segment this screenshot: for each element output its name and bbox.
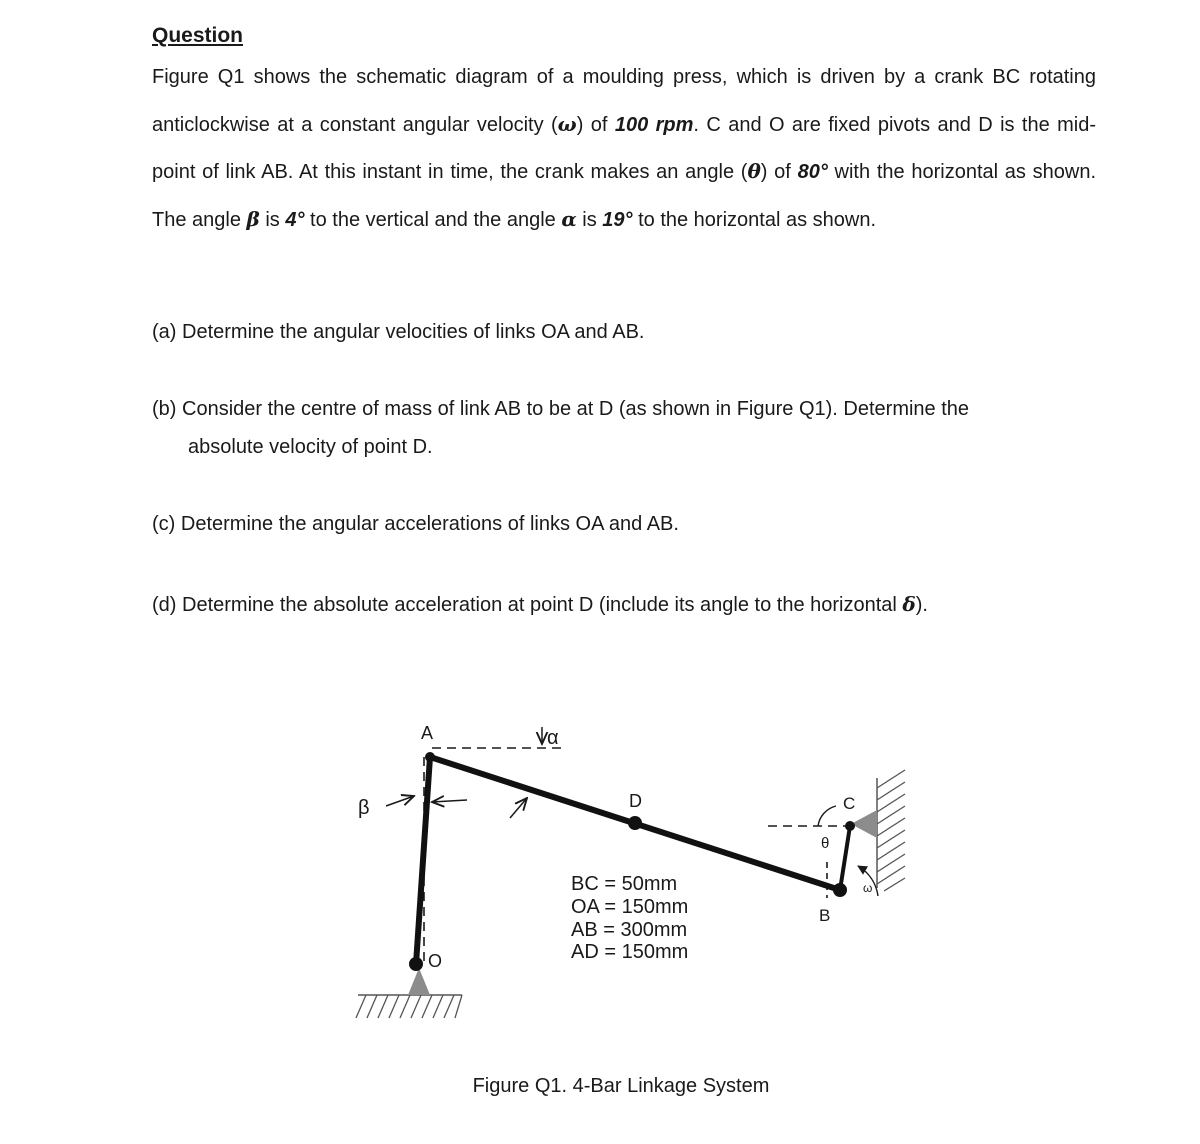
pivot-o-support [408, 968, 430, 995]
dimension-ab: AB = 300mm [571, 919, 688, 941]
label-d: D [629, 791, 642, 811]
part-d-text: (d) Determine the absolute acceleration at point D (include its angle to the horizontal [152, 594, 903, 616]
part-d-text: ). [915, 594, 928, 616]
intro-text: with the horizontal as shown. The angle [152, 161, 1096, 231]
joint-c [845, 821, 855, 831]
beta-value: 4° [285, 208, 305, 231]
alpha-value: 19° [602, 208, 633, 231]
link-bc-crank [840, 826, 850, 890]
intro-text: . C and O are fixed pivots and D is the mid-point of link AB. At this instant in time, the crank makes an angle ( [152, 113, 1097, 183]
figure-caption: Figure Q1. 4-Bar Linkage System [472, 1075, 770, 1097]
theta-arc [818, 806, 836, 826]
beta-arrow-left [386, 796, 414, 806]
intro-text: is [576, 208, 603, 231]
delta-symbol: δ [902, 592, 916, 616]
intro-text: is [259, 208, 286, 231]
part-b-line1: (b) Consider the centre of mass of link AB to be at D (as shown in Figure Q1). Determine the [152, 398, 970, 420]
label-c: C [843, 794, 856, 813]
intro-text: ) of [760, 161, 798, 183]
beta-symbol: β [246, 206, 260, 231]
intro-text: to the horizontal as shown. [632, 208, 877, 231]
wall-hatch-c [877, 770, 905, 891]
alpha-arrow-up [510, 798, 527, 818]
link-oa [416, 757, 430, 964]
joint-b [833, 883, 847, 897]
part-b-line2: absolute velocity of point D. [188, 436, 433, 458]
speed-value: 100 rpm [614, 113, 694, 136]
beta-arrow-right [432, 800, 467, 802]
dimension-bc: BC = 50mm [571, 873, 678, 895]
pivot-c-support [851, 810, 877, 838]
label-beta: β [358, 797, 370, 819]
dimension-oa: OA = 150mm [571, 896, 689, 918]
joint-d [628, 816, 642, 830]
intro-text: ) of [576, 113, 615, 136]
ground-hatch-o [356, 995, 462, 1018]
label-b: B [819, 906, 831, 925]
intro-text: to the vertical and the angle [304, 208, 562, 231]
label-alpha: α [547, 727, 559, 749]
label-omega: ω [863, 881, 873, 895]
intro-text: Figure Q1 shows the schematic diagram of a moulding press, which is driven by a crank BC rotating anticlockwise at a constant angular velocity ( [152, 66, 1096, 136]
label-theta: θ [821, 835, 830, 852]
label-a: A [421, 723, 434, 743]
part-c: (c) Determine the angular accelerations of links OA and AB. [152, 513, 679, 535]
dimension-ad: AD = 150mm [571, 941, 689, 963]
alpha-symbol: α [561, 206, 577, 231]
theta-value: 80° [797, 161, 828, 183]
question-heading: Question [152, 24, 244, 47]
joint-o [409, 957, 423, 971]
joint-a [425, 752, 435, 762]
part-a: (a) Determine the angular velocities of links OA and AB. [152, 321, 645, 343]
omega-symbol: ω [557, 111, 577, 136]
theta-symbol: θ [747, 159, 761, 183]
label-o: O [428, 951, 443, 971]
